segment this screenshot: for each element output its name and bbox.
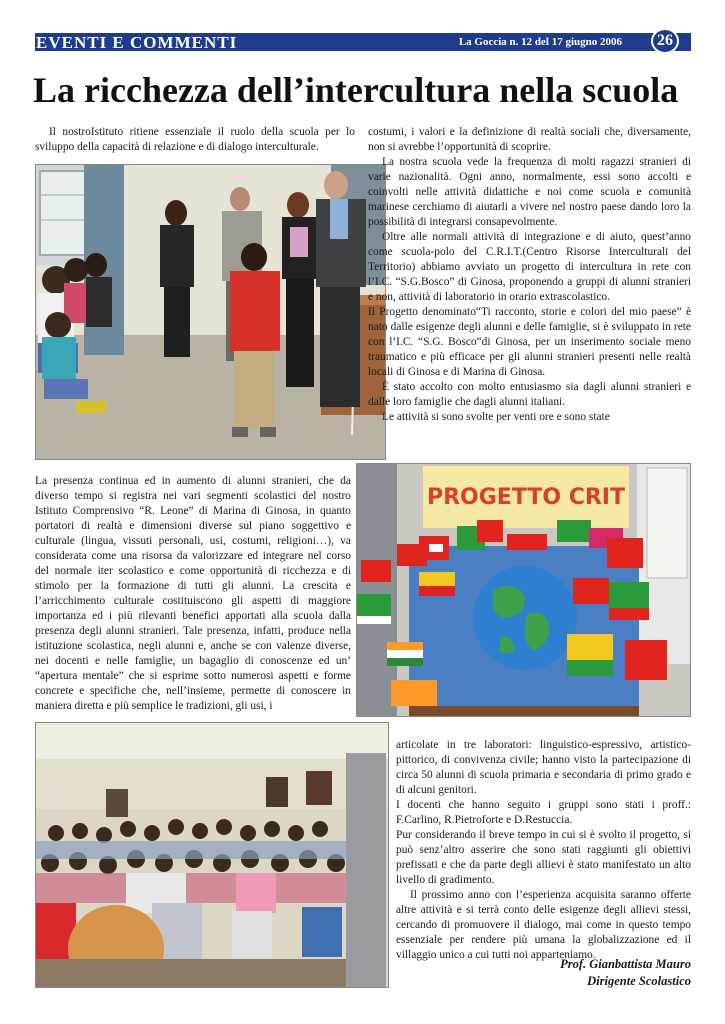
paragraph: costumi, i valori e la definizione di realtà sociali che, diversamente, non si avrebbe l’opportunità di scoprire. — [368, 126, 691, 153]
ceremony-photo — [35, 164, 386, 460]
paragraph: Le attività si sono svolte per venti ore e sono state — [382, 411, 610, 423]
column-one-middle — [35, 474, 351, 714]
paragraph: Il Progetto denominato“Ti racconto, storie e colori del mio paese” è nato dalle esigenze degli alunni e delle famiglie, si è sviluppato in rete con l’I.C. “S.G. Bosco“di Ginosa, per un inserimento sociale meno traumatico e più efficace per gli alunni stranieri presenti nelle realtà locali di Ginosa e di Marina di Ginosa. — [368, 306, 691, 378]
poster-photo-image — [357, 464, 691, 717]
intro-paragraph — [35, 125, 355, 155]
section-tag: EVENTI E COMMENTI — [36, 33, 238, 52]
paragraph: È stato accolto con molto entusiasmo sia dagli alunni stranieri e dalle loro famiglie che dagli alunni italiani. — [368, 381, 691, 408]
column-two-top — [368, 125, 691, 425]
paragraph: La presenza continua ed in aumento di alunni stranieri, che da diverso tempo si registra nei vari segmenti scolastici del nostro Istituto Comprensivo “R. Leone” di Marina di Ginosa, in quanto portatori di realtà e dimensioni diverse sul piano soggettivo e culturale (lingua, vissuti personali, usi, costumi, religioni…), va considerata come una risorsa da valorizzare ed integrare nel corso del normale iter scolastico e come opportunità di ricchezza e di stimolo per la formazione di tutti gli alunni. La crescita e l’arricchimento culturale costituiscono gli aspetti di maggiore importanza ed i più rilevanti benefici apportati alla scuola dalla presenza degli alunni stranieri. Tale presenza, infatti, produce nella istituzione scolastica, negli alunni e, anche se con valenze diverse, nei docenti e nelle famiglie, un bagaglio di conoscenze ed un’ “apertura mentale” che si esprime sotto numerosi aspetti e forme concrete e specifiche che, nell’insieme, permette di conoscere in maniera diretta e più semplice le tradizioni, gli usi, i — [35, 475, 351, 712]
ceremony-photo-image — [36, 165, 386, 460]
paragraph: I docenti che hanno seguito i gruppi sono stati i proff.: F.Carlino, R.Pietroforte e D.Restuccia. — [396, 799, 691, 826]
paragraph: Il prossimo anno con l’esperienza acquisita saranno offerte altre attività e si terrà conto delle esigenze degli allievi stessi, cercando di promuovere il dialogo, mai come in questo tempo essenziale per rendere più umana la globalizzazione ed il villaggio unico a cui tutti noi apparteniamo. — [396, 889, 691, 961]
paragraph: articolate in tre laboratori: linguistico-espressivo, artistico-pittorico, di convivenza civile; hanno visto la partecipazione di circa 50 alunni di scuola primaria e secondaria di primo grado e di alcuni genitori. — [396, 739, 691, 796]
poster-photo — [356, 463, 691, 717]
column-two-bottom — [396, 738, 691, 963]
paragraph: Oltre alle normali attività di integrazione e di aiuto, quest’anno come scuola-polo del C.R.I.T.(Centro Risorse Interculturali del Territorio) abbiamo avviato un progetto di intercultura in rete con l’I.C. “S.G.Bosco” di Ginosa, proponendo a gruppi di alunni stranieri e non, attività di laboratorio in orario extrascolastico. — [368, 231, 691, 303]
intro-text: Il nostroIstituto ritiene essenziale il ruolo della scuola per lo sviluppo della capacità di relazione e di dialogo interculturale. — [35, 126, 355, 153]
issue-info: La Goccia n. 12 del 17 giugno 2006 — [458, 36, 622, 48]
paragraph: Pur considerando il breve tempo in cui si è svolto il progetto, si può senz’altro asserire che sono stati raggiunti gli obiettivi prefissati e che da parte degli allievi è stato manifestato un alto livello di gradimento. — [396, 829, 691, 886]
signature-name: Prof. Gianbattista Mauro — [560, 957, 691, 971]
signature-role: Dirigente Scolastico — [587, 974, 691, 988]
page-number: 26 — [651, 28, 679, 54]
poster-banner-text: PROGETTO CRIT — [426, 485, 626, 510]
audience-photo-image — [36, 723, 389, 988]
audience-photo — [35, 722, 389, 988]
article-title: La ricchezza dell’intercultura nella scuola — [33, 70, 679, 110]
paragraph: La nostra scuola vede la frequenza di molti ragazzi stranieri di varie nazionalità. Ogni anno, normalmente, essi sono accolti e coinvolti nelle attività didattiche e noi come scuola e comunità marinese cerchiamo di aiutarli a vivere nel nostro paese dando loro la possibilità di integrarsi consapevolmente. — [368, 156, 691, 228]
